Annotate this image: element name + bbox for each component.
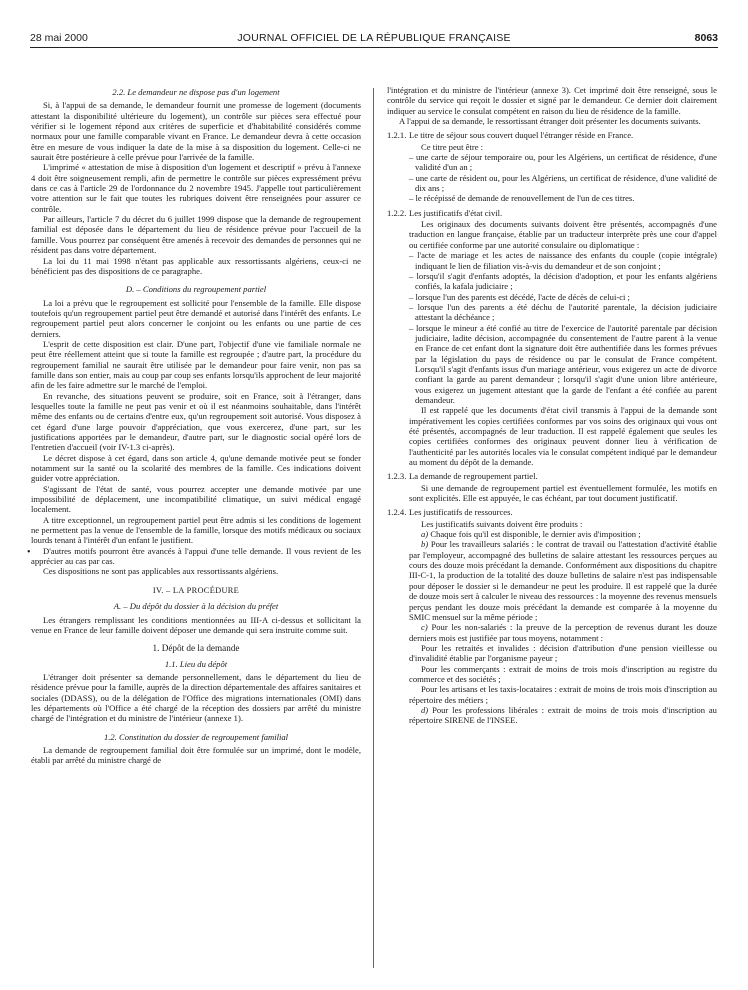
paragraph (409, 539, 717, 622)
column-divider (373, 88, 374, 968)
section-heading-text: La demande de regroupement partiel. (409, 471, 538, 482)
item-label: d) (421, 704, 429, 715)
paragraph: l'intégration et du ministre de l'intérieur (annexe 3). Cet imprimé doit être renseigné, sous le contrôle du service qui reçoit le dossier et signé par le demandeur. Ce dernier doit clairement indiquer au service le consulat compétent en raison du lieu de résidence de la famille. (387, 85, 717, 116)
section-heading-text: Le titre de séjour sous couvert duquel l'étranger réside en France. (409, 130, 634, 141)
paragraph: En revanche, des situations peuvent se produire, soit en France, soit à l'étranger, dans lesquelles toute la famille ne peut pas venir et où il est néanmoins souhaitable, dans l'intérêt même des enfants ou de certains d'entre eux, qu'un regroupement soit autorisé. Vous disposez à cet égard d'une large pouvoir d'appréciation, que vous exercerez, d'une part, sur les justifications apportées par le demandeur, d'autre part, sur le diagnostic social opéré lors de l'entretien d'accueil (voir IV-1.3 ci-après). (31, 390, 361, 453)
section-a-title: A. – Du dépôt du dossier à la décision du préfet (113, 601, 279, 612)
list-item: – lorsqu'il s'agit d'enfants adoptés, la décision d'adoption, et pour les enfants algériens confiés, la kafala judiciaire ; (409, 270, 717, 292)
section-1-2-3-heading (387, 471, 717, 481)
paragraph: Ces dispositions ne sont pas applicables aux ressortissants algériens. (43, 566, 279, 577)
paragraph: L'imprimé « attestation de mise à disposition d'un logement et descriptif » prévu à l'annexe 4 doit être soigneusement rempli, afin de permettre le contrôle sur pièces expressément prévu dans ce cas à l'article 29 de l'ordonnance du 2 novembre 1945. J'appelle tout particulièrement votre attention sur le fait que toutes les rubriques doivent être renseignées pour assurer ce contrôle. (31, 162, 361, 214)
section-number: 1.2.3. (387, 471, 407, 482)
section-1-2-4-heading (387, 507, 717, 517)
paragraph: La demande de regroupement familial doit être formulée sur un imprimé, dont le modèle, établi par arrêté du ministre chargé de (31, 744, 361, 766)
item-text: Pour les non-salariés : la preuve de la perception de revenus durant les douze derniers mois est justifiée par tous moyens, notamment : (409, 622, 717, 643)
header-rule (30, 47, 718, 48)
section-number: 1.2.4. (387, 507, 407, 518)
section-1-2-1-body (387, 142, 717, 204)
page-header (30, 32, 718, 48)
list-item: – le récépissé de demande de renouvellement de l'un de ces titres. (409, 193, 635, 204)
paragraph (409, 622, 717, 643)
section-number: 1.2.1. (387, 130, 407, 141)
paragraph: L'esprit de cette disposition est clair. D'une part, l'objectif d'une vie familiale normale ne peut être réellement atteint que si toute la famille est regroupée ; d'autre part, la procédure du regroupement familial ne saurait être utilisée par le demandeur pour faire venir, non pas sa famille dans son entier, mais au coup par coup ses enfants lorsqu'ils approchent de leur majorité afin de les faire admettre sur le marché de l'emploi. (31, 338, 361, 391)
paragraph: Les originaux des documents suivants doivent être présentés, accompagnés d'une traduction en langue française, établie par un traducteur interprète près une cour d'appel ou certifiée conforme par une autorité consulaire ou diplomatique : (409, 219, 717, 250)
header-date: 28 mai 2000 (30, 32, 88, 44)
section-1-title: 1. Dépôt de la demande (152, 643, 240, 654)
item-label: c) (421, 622, 428, 633)
list-item: – lorsque l'un des parents est décédé, l'acte de décès de celui-ci ; (409, 291, 630, 302)
paragraph: Ce titre peut être : (421, 141, 484, 152)
section-1-2-3-body (387, 483, 717, 504)
section-1-2-1-heading (387, 130, 717, 140)
item-label: a) (421, 529, 429, 540)
paragraph: Pour les artisans et les taxis-locataires : extrait de moins de trois mois d'inscription au répertoire des métiers ; (409, 684, 717, 705)
list-item: – une carte de résident ou, pour les Algériens, un certificat de résidence, d'une validité de dix ans ; (409, 172, 717, 194)
list-item: – lorsque le mineur a été confié au titre de l'exercice de l'autorité parentale par décision judiciaire, ladite décision, accompagnée du consentement de l'autre parent à la venue en France de cet enfant dont la signature doit être authentifiée dans les formes prévues par la législation du pays de résidence ou par le consulat de France compétent. Lorsqu'il s'agit d'enfants issus d'un mariage antérieur, vous exigerez un acte de divorce confiant la garde au parent demandeur ; lorsqu'il s'agit d'une union libre antérieure, vous exigerez un jugement attestant que la garde de l'enfant a été confiée au parent demandeur. (409, 322, 717, 405)
paragraph: L'étranger doit présenter sa demande personnellement, dans le département du lieu de résidence prévue pour la famille, auprès de la direction départementale des affaires sanitaires et sociales (DDASS), ou de la délégation de l'Office des migrations internationales (OMI) dans les départements où l'Office a été chargé de la réception des dossiers par arrêté du ministre chargé de l'intégration et du ministre de l'intérieur (annexe 1). (31, 671, 361, 724)
paragraph: A titre exceptionnel, un regroupement partiel peut être admis si les conditions de logement ne permettent pas la venue de l'ensemble de la famille, lorsque des motifs médicaux ou sociaux lourds tenant à l'intérêt d'un enfant le justifient. (31, 514, 361, 546)
list-item: – l'acte de mariage et les actes de naissance des enfants du couple (copie intégrale) indiquant le lien de filiation vis-à-vis du demandeur et de son conjoint ; (409, 250, 717, 271)
journal-title: JOURNAL OFFICIEL DE LA RÉPUBLIQUE FRANÇAISE (237, 32, 511, 44)
section-d-title: D. – Conditions du regroupement partiel (125, 284, 267, 295)
section-1-2-title: 1.2. Constitution du dossier de regroupement familial (103, 731, 289, 742)
paragraph: Les justificatifs suivants doivent être produits : (421, 518, 583, 529)
section-heading-text: Les justificatifs d'état civil. (409, 207, 503, 218)
section-1-2-2-body (387, 219, 717, 467)
paragraph: La loi a prévu que le regroupement est sollicité pour l'ensemble de la famille. Elle dispose toutefois qu'un regroupement partiel peut être demandé et autorisé dans l'intérêt des enfants. Le regroupement partiel peut alors concerner le conjoint ou les enfants ou une partie de ces derniers. (31, 297, 361, 339)
paragraph: Il est rappelé que les documents d'état civil transmis à l'appui de la demande sont impérativement les copies certifiées conformes par vos soins des originaux qui vous ont été présentés, accompagnés de leur traduction. Il est rappelé également que seules les copies certifiées conformes des originaux peuvent donner lieu à vérification de l'authenticité par les autorités locales via le consulat compétent indiqué par le demandeur au moment du dépôt de la demande. (409, 405, 717, 468)
paragraph (409, 705, 717, 726)
page-number: 8063 (694, 32, 718, 44)
right-column (387, 85, 717, 980)
paragraph: S'agissant de l'état de santé, vous pourrez accepter une demande motivée par une impossibilité de déplacement, une incompatibilité climatique, un suivi médical engagé localement. (31, 483, 361, 515)
paragraph: Si une demande de regroupement partiel est éventuellement formulée, les motifs en sont explicités. Elle est appuyée, le cas échéant, par tout document justificatif. (409, 482, 717, 504)
paragraph: Si, à l'appui de sa demande, le demandeur fournit une promesse de logement (documents attestant la disponibilité ultérieure du logement), un contrôle sur pièces sera effectué pour vérifier si le logement répond aux critères de superficie et d'habitabilité considérés comme normaux pour une famille comparable vivant en France. Le demandeur devra à cette occasion être en mesure de vous indiquer la date de la mise à sa disposition du logement. Celle-ci ne saurait être postérieure à celle prévue pour l'arrivée de la famille. (31, 100, 361, 163)
item-label: b) (421, 539, 429, 550)
item-text: Pour les professions libérales : extrait de moins de trois mois d'inscription au répertoire SIRENE de l'INSEE. (409, 704, 717, 726)
item-text: Chaque fois qu'il est disponible, le dernier avis d'imposition ; (430, 529, 641, 540)
item-text: Pour les travailleurs salariés : le contrat de travail ou l'attestation d'activité établie par l'employeur, accompagné des bulletins de salaire attestant les ressources perçues au cours des douze mois précédant la demande. Conformément aux dispositions du chapitre III-C-1, la production de la totalité des douze bulletins de salaire n'est pas indispensable pour déposer le dossier si le demandeur ne peut les produire. Il est rappelé que la durée de douze mois sert à calculer le niveau des ressources : la moyenne des revenus mensuels perçus pendant les douze mois précédant la demande est comparée à la moyenne du SMIC mensuel sur la même période ; (409, 539, 717, 622)
paragraph: Le décret dispose à cet égard, dans son article 4, qu'une demande motivée peut se fonder notamment sur la santé ou la scolarité des membres de la famille. Ces indications doivent guider votre appréciation. (31, 452, 361, 484)
paragraph: La loi du 11 mai 1998 n'étant pas applicable aux ressortissants algériens, ceux-ci ne bénéficient pas des dispositions de ce paragraphe. (31, 255, 361, 276)
section-1-2-2-heading (387, 208, 717, 218)
margin-mark: • (27, 547, 31, 558)
paragraph (409, 529, 717, 539)
paragraph: D'autres motifs pourront être avancés à l'appui d'une telle demande. Il vous revient de les apprécier au cas par cas. (31, 545, 361, 567)
part-iv-title: IV. – LA PROCÉDURE (152, 585, 240, 595)
section-1-2-4-body (387, 519, 717, 726)
paragraph: A l'appui de sa demande, le ressortissant étranger doit présenter les documents suivants. (399, 116, 701, 127)
list-item: – lorsque l'un des parents a été déchu de l'autorité parentale, la décision judiciaire attestant la déchéance ; (409, 301, 717, 323)
section-heading-text: Les justificatifs de ressources. (409, 507, 513, 518)
paragraph: Pour les commerçants : extrait de moins de trois mois d'inscription au registre du commerce et des sociétés ; (409, 663, 717, 684)
paragraph: Pour les retraités et invalides : décision d'attribution d'une pension vieillesse ou d'invalidité établie par l'organisme payeur ; (409, 642, 717, 664)
left-column (31, 85, 361, 980)
section-number: 1.2.2. (387, 207, 407, 218)
section-1-1-title: 1.1. Lieu du dépôt (164, 658, 228, 669)
section-2-2-title: 2.2. Le demandeur ne dispose pas d'un logement (112, 87, 280, 97)
list-item: – une carte de séjour temporaire ou, pour les Algériens, un certificat de résidence, d'une validité d'un an ; (409, 152, 717, 173)
paragraph: Les étrangers remplissant les conditions mentionnées au III-A ci-dessus et sollicitant la venue en France de leur famille doivent déposer une demande qui sera instruite comme suit. (31, 614, 361, 635)
paragraph: Par ailleurs, l'article 7 du décret du 6 juillet 1999 dispose que la demande de regroupement familial est déposée dans le département du lieu de résidence prévue pour l'accueil de la famille. Vous pourrez par conséquent être amenés à recevoir des demandes de personnes qui ne résident pas dans votre département. (31, 214, 361, 256)
